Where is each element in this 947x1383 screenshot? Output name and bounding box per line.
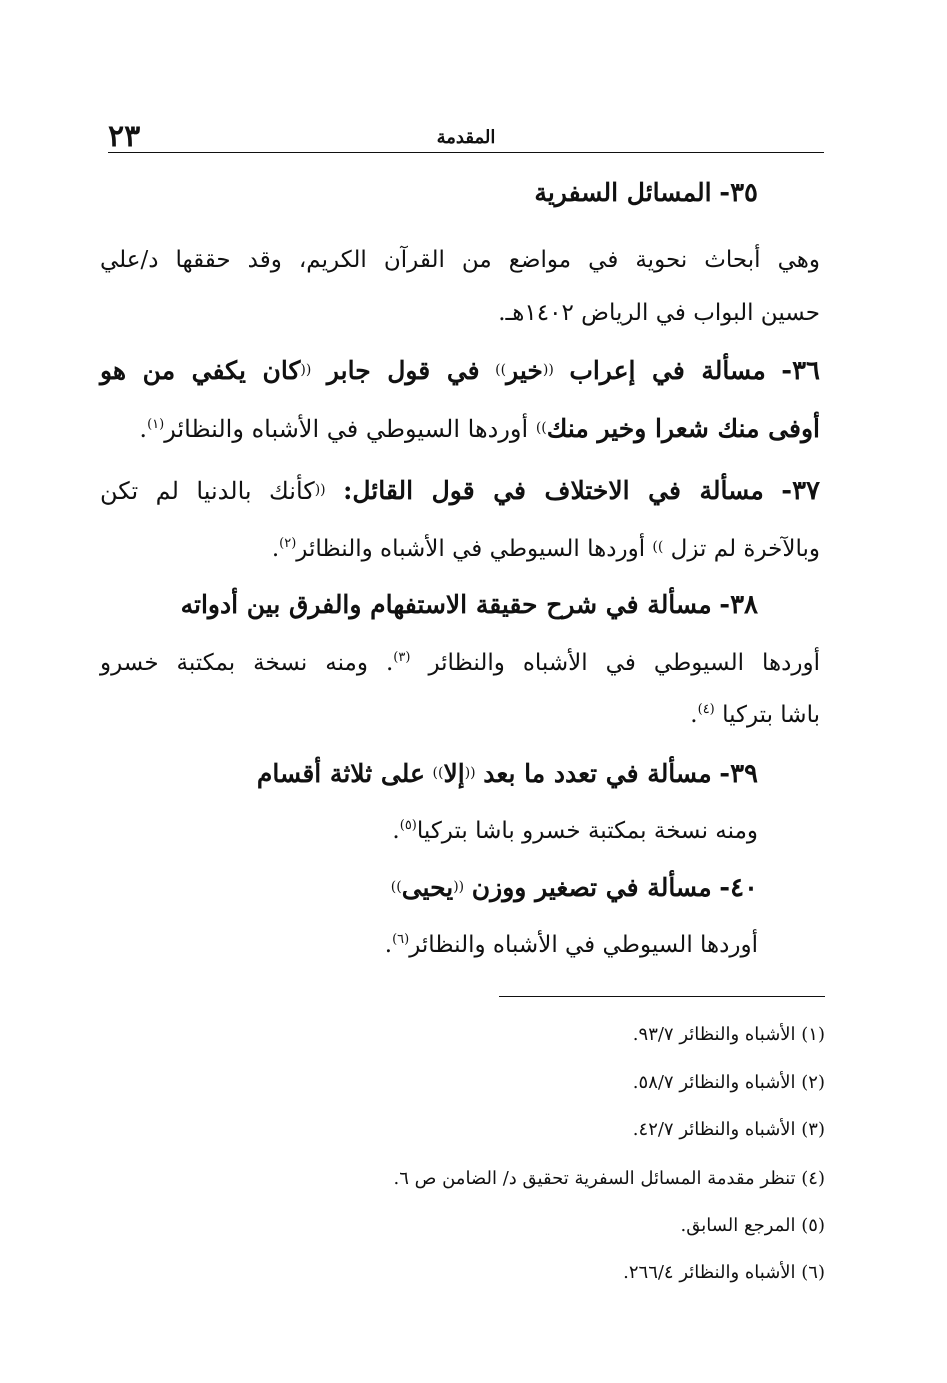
entry-number: ٣٦-: [781, 356, 820, 386]
header-rule: [108, 152, 824, 153]
entry-40-heading: [100, 872, 758, 903]
period: .: [384, 932, 393, 958]
body-text: ومنه نسخة بمكتبة خسرو باشا بتركيا: [416, 818, 758, 844]
footnote-ref: (٣): [393, 650, 411, 665]
quoted-word: إلا: [443, 759, 465, 788]
page-number: ٢٣: [108, 119, 141, 154]
close-quote: )): [432, 765, 444, 781]
footnote-3: (٣) الأشباه والنظائر ٤٢/٧.: [632, 1119, 825, 1140]
body-text: أوردها السيوطي في الأشباه والنظائر: [409, 932, 758, 958]
quoted-text: كان يكفي من هو: [100, 356, 301, 385]
footnote-6: (٦) الأشباه والنظائر ٢٦٦/٤.: [623, 1262, 825, 1283]
entry-title: مسألة في تعدد ما بعد: [483, 759, 712, 788]
entry-number: ٤٠-: [719, 873, 758, 903]
entry-38-body: [100, 648, 820, 678]
body-text: وهي أبحاث نحوية في مواضع من القرآن الكريم، وقد حققها د/علي: [100, 247, 820, 273]
entry-37-heading: [100, 475, 820, 506]
entry-40-body: [100, 930, 758, 960]
footnote-4: (٤) تنظر مقدمة المسائل السفرية تحقيق د/ الضامن ص ٦.: [393, 1168, 825, 1189]
entry-39-heading: [100, 758, 758, 789]
entry-39-body: [100, 816, 758, 846]
footnote-ref: (٤): [697, 702, 715, 717]
open-quote: ((: [314, 482, 326, 498]
quoted-word: خير: [506, 356, 543, 385]
entry-36-line-2: [100, 413, 820, 444]
body-text: أوردها السيوطي في الأشباه والنظائر: [428, 650, 821, 676]
open-quote: ((: [464, 765, 476, 781]
body-text: أوردها السيوطي في الأشباه والنظائر: [296, 536, 646, 562]
entry-title: مسألة في تصغير ووزن: [471, 873, 712, 902]
quoted-text: أوفى منك شعرا وخير منك: [546, 414, 820, 443]
entry-title: مسألة في إعراب: [569, 356, 766, 385]
entry-number: ٣٧-: [781, 476, 821, 506]
entry-35-heading: [100, 178, 758, 208]
quoted-text: وبالآخرة لم تزل: [670, 536, 820, 562]
body-text: ومنه نسخة بمكتبة خسرو: [100, 650, 368, 676]
footnote-ref: (١): [147, 417, 165, 432]
entry-38-heading: [100, 590, 758, 620]
quoted-word: يحيى: [401, 873, 454, 902]
entry-35-body-2: [100, 298, 820, 328]
entry-36-heading: [100, 355, 820, 386]
period: .: [392, 818, 400, 844]
entry-title: مسألة في الاختلاف في قول القائل:: [343, 476, 764, 505]
entry-title: مسألة في شرح حقيقة الاستفهام والفرق بين أدواته: [180, 590, 712, 619]
running-title: المقدمة: [436, 127, 496, 148]
entry-37-line-2: [100, 532, 820, 564]
close-quote: )): [390, 879, 402, 895]
footnote-1: (١) الأشباه والنظائر ٩٣/٧.: [632, 1024, 825, 1045]
entry-title: المسائل السفرية: [534, 178, 712, 207]
open-quote: ((: [542, 362, 554, 378]
entry-title: في قول جابر: [326, 356, 480, 385]
close-quote: )): [495, 362, 507, 378]
body-text: أوردها السيوطي في الأشباه والنظائر: [164, 415, 529, 443]
period: .: [385, 650, 394, 676]
footnote-5: (٥) المرجع السابق.: [680, 1215, 825, 1236]
entry-number: ٣٥-: [719, 178, 758, 208]
close-quote: )): [535, 420, 547, 436]
period: .: [271, 536, 280, 562]
period: .: [139, 415, 148, 443]
entry-title: على ثلاثة أقسام: [256, 759, 425, 788]
entry-35-body: [100, 245, 820, 275]
page-header: [108, 120, 824, 154]
footnote-ref: (٦): [392, 932, 410, 947]
body-text: باشا بتركيا: [722, 702, 820, 728]
period: .: [690, 702, 698, 728]
close-quote: )): [652, 539, 664, 555]
footnote-rule: [499, 996, 825, 997]
entry-number: ٣٩-: [719, 759, 758, 789]
entry-number: ٣٨-: [719, 590, 758, 620]
open-quote: ((: [453, 879, 465, 895]
quoted-text: كأنك بالدنيا لم تكن: [100, 477, 315, 505]
body-text: حسين البواب في الرياض ١٤٠٢هـ.: [498, 300, 820, 326]
footnote-2: (٢) الأشباه والنظائر ٥٨/٧.: [632, 1072, 825, 1093]
footnote-ref: (٢): [279, 536, 297, 551]
footnote-ref: (٥): [399, 818, 417, 833]
open-quote: ((: [300, 362, 312, 378]
entry-38-body-2: [100, 700, 820, 730]
